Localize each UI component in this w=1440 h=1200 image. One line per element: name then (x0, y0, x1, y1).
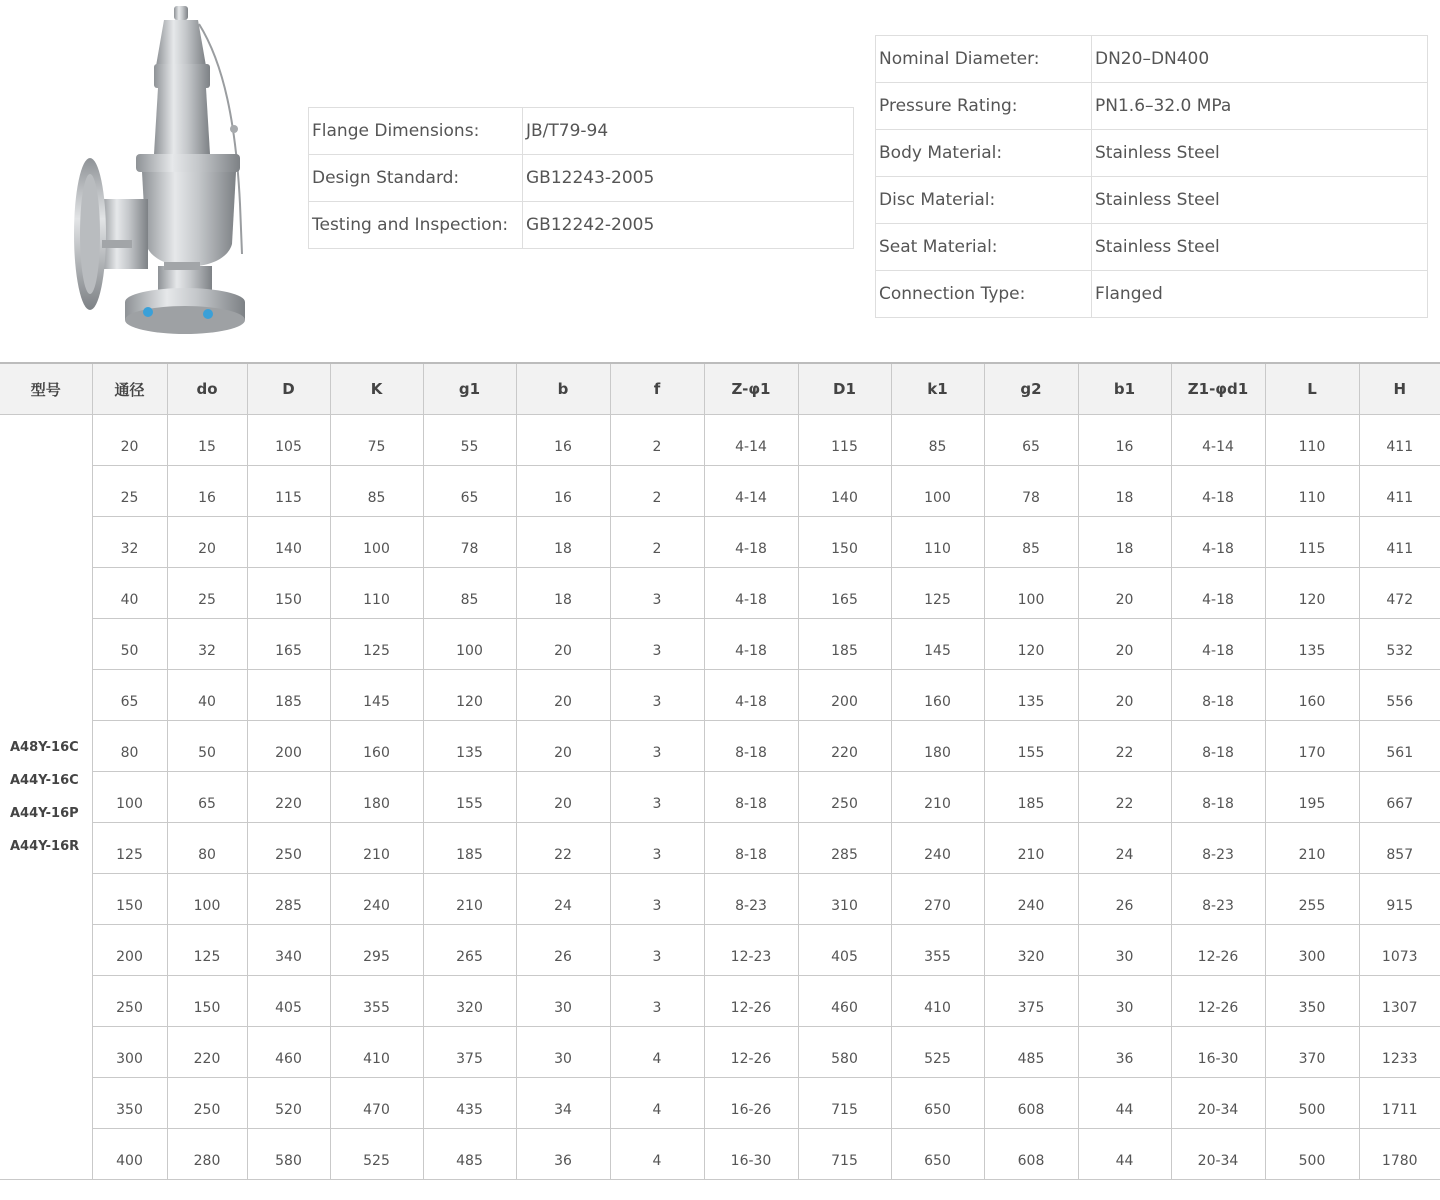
column-header: g1 (423, 363, 516, 415)
table-cell: 20-34 (1171, 1129, 1265, 1180)
table-cell: 26 (1078, 874, 1171, 925)
table-cell: 220 (167, 1027, 247, 1078)
table-cell: 120 (984, 619, 1078, 670)
table-cell: 8-23 (1171, 823, 1265, 874)
table-cell: 85 (891, 415, 984, 466)
table-cell: 4 (610, 1129, 704, 1180)
column-header: 通径 (92, 363, 167, 415)
table-cell: 1307 (1359, 976, 1440, 1027)
table-cell: 22 (1078, 772, 1171, 823)
table-cell: 210 (330, 823, 423, 874)
dimension-table (0, 362, 1440, 1180)
table-cell: 4-18 (704, 670, 798, 721)
table-row (0, 823, 1440, 874)
table-cell: 150 (92, 874, 167, 925)
column-header: L (1265, 363, 1359, 415)
table-cell: 915 (1359, 874, 1440, 925)
table-cell: 20 (1078, 619, 1171, 670)
table-cell: 160 (891, 670, 984, 721)
table-cell: 400 (92, 1129, 167, 1180)
table-row (0, 772, 1440, 823)
table-cell: 34 (516, 1078, 610, 1129)
table-cell: 320 (423, 976, 516, 1027)
table-cell: 140 (798, 466, 891, 517)
table-cell: 3 (610, 874, 704, 925)
table-row (0, 976, 1440, 1027)
table-cell: 210 (423, 874, 516, 925)
table-cell: 44 (1078, 1129, 1171, 1180)
table-cell: 165 (247, 619, 330, 670)
table-cell: 100 (92, 772, 167, 823)
spec-label: Pressure Rating: (876, 83, 1092, 130)
table-cell: 435 (423, 1078, 516, 1129)
column-header: Z-φ1 (704, 363, 798, 415)
table-cell: 16-30 (704, 1129, 798, 1180)
table-cell: 240 (330, 874, 423, 925)
table-cell: 185 (798, 619, 891, 670)
table-cell: 4-18 (1171, 619, 1265, 670)
table-cell: 115 (798, 415, 891, 466)
table-cell: 4-18 (704, 568, 798, 619)
table-cell: 65 (92, 670, 167, 721)
table-cell: 180 (330, 772, 423, 823)
table-cell: 20 (516, 619, 610, 670)
table-row (0, 619, 1440, 670)
model-label: A44Y-16C (10, 772, 79, 788)
table-cell: 18 (1078, 517, 1171, 568)
table-cell: 200 (798, 670, 891, 721)
table-cell: 125 (330, 619, 423, 670)
table-cell: 145 (330, 670, 423, 721)
table-cell: 12-26 (704, 976, 798, 1027)
table-row (0, 568, 1440, 619)
table-cell: 1780 (1359, 1129, 1440, 1180)
table-cell: 24 (516, 874, 610, 925)
spec-label: Nominal Diameter: (876, 36, 1092, 83)
table-cell: 3 (610, 721, 704, 772)
table-cell: 150 (247, 568, 330, 619)
table-cell: 78 (984, 466, 1078, 517)
table-cell: 100 (423, 619, 516, 670)
column-header: b (516, 363, 610, 415)
table-cell: 80 (92, 721, 167, 772)
table-cell: 20-34 (1171, 1078, 1265, 1129)
table-cell: 410 (891, 976, 984, 1027)
spec-label: Disc Material: (876, 177, 1092, 224)
column-header: Z1-φd1 (1171, 363, 1265, 415)
table-cell: 24 (1078, 823, 1171, 874)
table-cell: 80 (167, 823, 247, 874)
table-row (0, 1078, 1440, 1129)
table-row (0, 670, 1440, 721)
table-cell: 250 (92, 976, 167, 1027)
model-label: A48Y-16C (10, 739, 79, 755)
table-cell: 4 (610, 1027, 704, 1078)
table-cell: 30 (516, 1027, 610, 1078)
table-cell: 155 (423, 772, 516, 823)
table-cell: 16 (516, 415, 610, 466)
table-cell: 375 (423, 1027, 516, 1078)
model-label: A44Y-16R (10, 838, 80, 854)
table-cell: 8-18 (704, 823, 798, 874)
table-cell: 40 (167, 670, 247, 721)
table-cell: 145 (891, 619, 984, 670)
column-header: do (167, 363, 247, 415)
table-header-row (0, 363, 1440, 415)
table-cell: 410 (330, 1027, 423, 1078)
spec-value: JB/T79-94 (523, 108, 854, 155)
table-cell: 3 (610, 568, 704, 619)
table-cell: 525 (330, 1129, 423, 1180)
table-cell: 532 (1359, 619, 1440, 670)
spec-value: Flanged (1092, 271, 1428, 318)
table-cell: 22 (1078, 721, 1171, 772)
table-cell: 667 (1359, 772, 1440, 823)
table-cell: 857 (1359, 823, 1440, 874)
table-cell: 411 (1359, 517, 1440, 568)
table-cell: 150 (798, 517, 891, 568)
column-header: k1 (891, 363, 984, 415)
table-cell: 20 (1078, 670, 1171, 721)
table-cell: 265 (423, 925, 516, 976)
table-cell: 295 (330, 925, 423, 976)
table-cell: 8-18 (1171, 772, 1265, 823)
spec-label: Connection Type: (876, 271, 1092, 318)
table-cell: 12-23 (704, 925, 798, 976)
model-label: A44Y-16P (10, 805, 79, 821)
table-cell: 20 (1078, 568, 1171, 619)
table-cell: 125 (167, 925, 247, 976)
table-cell: 8-18 (1171, 670, 1265, 721)
table-cell: 32 (92, 517, 167, 568)
table-cell: 135 (423, 721, 516, 772)
table-cell: 8-18 (1171, 721, 1265, 772)
table-cell: 715 (798, 1078, 891, 1129)
table-cell: 580 (798, 1027, 891, 1078)
table-row (0, 517, 1440, 568)
table-cell: 115 (1265, 517, 1359, 568)
table-cell: 110 (891, 517, 984, 568)
table-cell: 44 (1078, 1078, 1171, 1129)
table-cell: 460 (247, 1027, 330, 1078)
table-cell: 1711 (1359, 1078, 1440, 1129)
table-cell: 300 (92, 1027, 167, 1078)
spec-value: GB12242-2005 (523, 202, 854, 249)
table-cell: 715 (798, 1129, 891, 1180)
table-cell: 650 (891, 1129, 984, 1180)
column-header: g2 (984, 363, 1078, 415)
table-cell: 3 (610, 772, 704, 823)
table-cell: 2 (610, 517, 704, 568)
table-cell: 350 (92, 1078, 167, 1129)
table-cell: 250 (798, 772, 891, 823)
table-cell: 500 (1265, 1078, 1359, 1129)
table-cell: 200 (92, 925, 167, 976)
table-cell: 160 (1265, 670, 1359, 721)
table-cell: 140 (247, 517, 330, 568)
table-cell: 18 (1078, 466, 1171, 517)
table-cell: 135 (984, 670, 1078, 721)
table-cell: 20 (516, 772, 610, 823)
table-cell: 18 (516, 568, 610, 619)
table-cell: 3 (610, 670, 704, 721)
table-cell: 16 (1078, 415, 1171, 466)
table-row (0, 721, 1440, 772)
table-cell: 405 (247, 976, 330, 1027)
table-cell: 12-26 (1171, 976, 1265, 1027)
table-cell: 18 (516, 517, 610, 568)
table-cell: 1233 (1359, 1027, 1440, 1078)
table-cell: 3 (610, 925, 704, 976)
table-cell: 220 (247, 772, 330, 823)
column-header: D (247, 363, 330, 415)
table-cell: 16-30 (1171, 1027, 1265, 1078)
table-cell: 20 (516, 670, 610, 721)
table-cell: 608 (984, 1078, 1078, 1129)
table-row (0, 1129, 1440, 1180)
table-cell: 150 (167, 976, 247, 1027)
table-cell: 460 (798, 976, 891, 1027)
table-cell: 36 (1078, 1027, 1171, 1078)
spec-row (876, 130, 1428, 177)
table-cell: 75 (330, 415, 423, 466)
table-cell: 370 (1265, 1027, 1359, 1078)
table-cell: 355 (891, 925, 984, 976)
table-row (0, 1027, 1440, 1078)
standards-table (308, 107, 854, 249)
table-cell: 500 (1265, 1129, 1359, 1180)
spec-row (309, 108, 854, 155)
table-cell: 20 (516, 721, 610, 772)
table-cell: 165 (798, 568, 891, 619)
table-cell: 200 (247, 721, 330, 772)
table-cell: 255 (1265, 874, 1359, 925)
table-cell: 8-18 (704, 721, 798, 772)
column-header: K (330, 363, 423, 415)
table-cell: 375 (984, 976, 1078, 1027)
table-cell: 65 (423, 466, 516, 517)
table-cell: 2 (610, 415, 704, 466)
table-cell: 4 (610, 1078, 704, 1129)
table-cell: 65 (984, 415, 1078, 466)
table-row (0, 466, 1440, 517)
table-cell: 4-14 (704, 466, 798, 517)
table-cell: 4-18 (704, 517, 798, 568)
table-cell: 50 (92, 619, 167, 670)
table-cell: 100 (984, 568, 1078, 619)
table-cell: 8-18 (704, 772, 798, 823)
table-cell: 110 (1265, 415, 1359, 466)
table-cell: 2 (610, 466, 704, 517)
table-cell: 30 (1078, 925, 1171, 976)
table-body (0, 415, 1440, 1180)
table-row (0, 874, 1440, 925)
table-cell: 3 (610, 976, 704, 1027)
table-cell: 320 (984, 925, 1078, 976)
table-cell: 556 (1359, 670, 1440, 721)
spec-value: GB12243-2005 (523, 155, 854, 202)
table-cell: 185 (423, 823, 516, 874)
table-cell: 100 (891, 466, 984, 517)
table-cell: 65 (167, 772, 247, 823)
table-cell: 485 (423, 1129, 516, 1180)
table-cell: 240 (984, 874, 1078, 925)
spec-row (309, 202, 854, 249)
table-cell: 40 (92, 568, 167, 619)
table-cell: 220 (798, 721, 891, 772)
table-cell: 340 (247, 925, 330, 976)
spec-row (876, 83, 1428, 130)
table-cell: 411 (1359, 466, 1440, 517)
table-cell: 125 (92, 823, 167, 874)
table-cell: 26 (516, 925, 610, 976)
table-cell: 85 (423, 568, 516, 619)
table-cell: 195 (1265, 772, 1359, 823)
spec-row (876, 177, 1428, 224)
table-cell: 280 (167, 1129, 247, 1180)
table-cell: 85 (984, 517, 1078, 568)
table-cell: 485 (984, 1027, 1078, 1078)
table-cell: 240 (891, 823, 984, 874)
table-cell: 30 (1078, 976, 1171, 1027)
table-cell: 4-18 (1171, 466, 1265, 517)
table-cell: 300 (1265, 925, 1359, 976)
table-cell: 411 (1359, 415, 1440, 466)
table-cell: 20 (167, 517, 247, 568)
table-cell: 25 (167, 568, 247, 619)
column-header: 型号 (0, 363, 92, 415)
table-cell: 125 (891, 568, 984, 619)
table-cell: 472 (1359, 568, 1440, 619)
table-cell: 355 (330, 976, 423, 1027)
spec-value: PN1.6–32.0 MPa (1092, 83, 1428, 130)
spec-row (876, 224, 1428, 271)
table-cell: 405 (798, 925, 891, 976)
table-cell: 30 (516, 976, 610, 1027)
table-cell: 525 (891, 1027, 984, 1078)
table-cell: 4-18 (704, 619, 798, 670)
table-cell: 155 (984, 721, 1078, 772)
column-header: f (610, 363, 704, 415)
table-cell: 4-18 (1171, 517, 1265, 568)
table-cell: 15 (167, 415, 247, 466)
table-cell: 4-14 (1171, 415, 1265, 466)
spec-row (876, 271, 1428, 318)
column-header: b1 (1078, 363, 1171, 415)
model-cell (0, 415, 92, 1180)
table-cell: 110 (330, 568, 423, 619)
table-cell: 20 (92, 415, 167, 466)
column-header: D1 (798, 363, 891, 415)
spec-row (876, 36, 1428, 83)
table-cell: 180 (891, 721, 984, 772)
column-header: H (1359, 363, 1440, 415)
table-cell: 580 (247, 1129, 330, 1180)
table-cell: 8-23 (1171, 874, 1265, 925)
table-cell: 210 (1265, 823, 1359, 874)
table-cell: 285 (247, 874, 330, 925)
spec-label: Body Material: (876, 130, 1092, 177)
table-cell: 22 (516, 823, 610, 874)
spec-value: DN20–DN400 (1092, 36, 1428, 83)
table-cell: 36 (516, 1129, 610, 1180)
table-cell: 285 (798, 823, 891, 874)
table-cell: 135 (1265, 619, 1359, 670)
table-cell: 250 (167, 1078, 247, 1129)
table-row (0, 925, 1440, 976)
table-cell: 16-26 (704, 1078, 798, 1129)
table-cell: 100 (167, 874, 247, 925)
spec-value: Stainless Steel (1092, 177, 1428, 224)
table-cell: 12-26 (1171, 925, 1265, 976)
properties-table (875, 35, 1428, 318)
table-cell: 185 (984, 772, 1078, 823)
spec-label: Testing and Inspection: (309, 202, 523, 249)
table-cell: 270 (891, 874, 984, 925)
table-cell: 4-18 (1171, 568, 1265, 619)
table-cell: 78 (423, 517, 516, 568)
table-cell: 25 (92, 466, 167, 517)
table-cell: 105 (247, 415, 330, 466)
table-cell: 55 (423, 415, 516, 466)
table-cell: 210 (984, 823, 1078, 874)
table-cell: 12-26 (704, 1027, 798, 1078)
table-cell: 110 (1265, 466, 1359, 517)
table-cell: 3 (610, 823, 704, 874)
table-cell: 210 (891, 772, 984, 823)
table-cell: 160 (330, 721, 423, 772)
table-cell: 608 (984, 1129, 1078, 1180)
safety-valve-image (64, 4, 254, 344)
table-cell: 85 (330, 466, 423, 517)
table-cell: 350 (1265, 976, 1359, 1027)
table-cell: 115 (247, 466, 330, 517)
table-cell: 120 (1265, 568, 1359, 619)
table-cell: 520 (247, 1078, 330, 1129)
table-row (0, 415, 1440, 466)
table-cell: 170 (1265, 721, 1359, 772)
spec-label: Seat Material: (876, 224, 1092, 271)
spec-row (309, 155, 854, 202)
table-cell: 650 (891, 1078, 984, 1129)
spec-value: Stainless Steel (1092, 224, 1428, 271)
spec-value: Stainless Steel (1092, 130, 1428, 177)
table-cell: 16 (167, 466, 247, 517)
table-cell: 250 (247, 823, 330, 874)
table-cell: 470 (330, 1078, 423, 1129)
table-cell: 100 (330, 517, 423, 568)
table-cell: 310 (798, 874, 891, 925)
table-cell: 185 (247, 670, 330, 721)
table-cell: 1073 (1359, 925, 1440, 976)
spec-label: Design Standard: (309, 155, 523, 202)
table-cell: 120 (423, 670, 516, 721)
table-cell: 3 (610, 619, 704, 670)
table-cell: 32 (167, 619, 247, 670)
table-cell: 561 (1359, 721, 1440, 772)
table-cell: 4-14 (704, 415, 798, 466)
table-cell: 50 (167, 721, 247, 772)
table-cell: 16 (516, 466, 610, 517)
table-cell: 8-23 (704, 874, 798, 925)
spec-label: Flange Dimensions: (309, 108, 523, 155)
